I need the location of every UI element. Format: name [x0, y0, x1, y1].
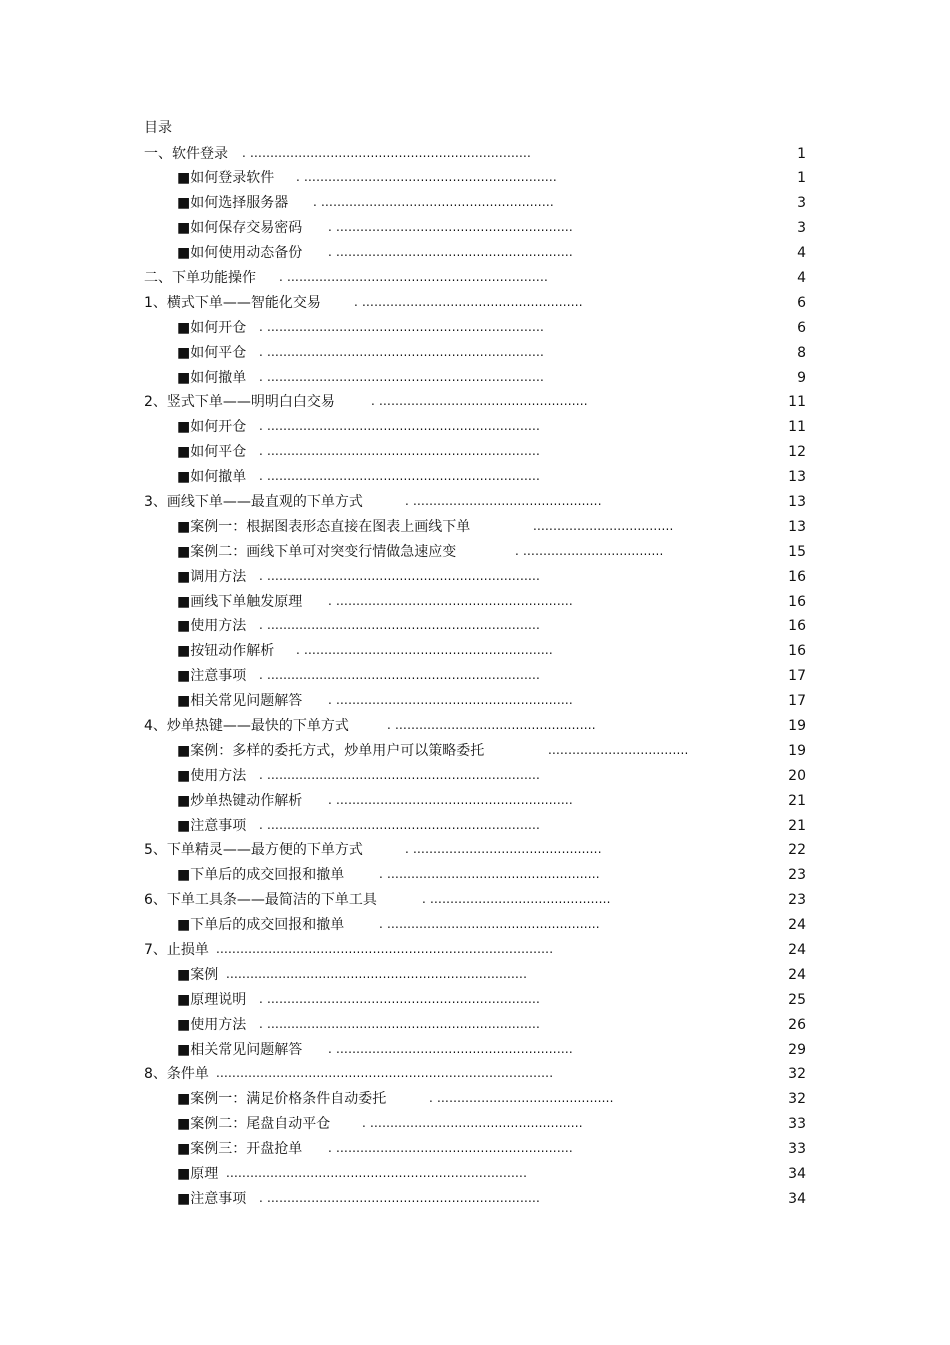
toc-entry[interactable]: [0, 440, 950, 465]
toc-dot-leader: . ....................................................................: [259, 618, 541, 633]
toc-dot-leader: ...........................................................................: [226, 1166, 528, 1181]
toc-entry-label: 2、竖式下单——明明白白交易: [144, 394, 335, 411]
toc-page-number: 1: [797, 170, 806, 187]
toc-entry-label: ■使用方法: [177, 1016, 247, 1033]
toc-entry-label: ■如何平仓: [177, 444, 247, 461]
toc-entry-label: ■案例一：根据图表形态直接在图表上画线下单: [177, 518, 471, 535]
toc-entry[interactable]: [0, 490, 950, 515]
toc-dot-leader: . ....................................................................: [259, 991, 541, 1006]
toc-entry[interactable]: [0, 565, 950, 590]
toc-page-number: 32: [788, 1066, 806, 1083]
toc-entry-label: ■案例三：开盘抢单: [177, 1141, 303, 1158]
toc-page-number: 23: [788, 867, 806, 884]
toc-page-number: 4: [797, 245, 806, 262]
toc-entry-label: ■如何选择服务器: [177, 195, 289, 212]
toc-dot-leader: . .....................................................................: [259, 369, 545, 384]
toc-entry-label: ■注意事项: [177, 817, 247, 834]
toc-entry[interactable]: [0, 888, 950, 913]
toc-page-number: 29: [788, 1041, 806, 1058]
toc-dot-leader: ....................................................................................: [216, 942, 554, 956]
toc-dot-leader: . ...............................................: [405, 493, 602, 508]
toc-entry[interactable]: [0, 988, 950, 1013]
toc-entry[interactable]: [0, 142, 950, 167]
toc-dot-leader: . ....................................................................: [259, 444, 541, 459]
toc-entry-label: 7、止损单: [144, 942, 209, 958]
toc-entry[interactable]: [0, 1062, 950, 1087]
toc-entry-label: ■如何开仓: [177, 319, 247, 336]
toc-page-number: 13: [788, 493, 806, 510]
toc-dot-leader: . .......................................................: [354, 294, 583, 309]
toc-dot-leader: ...................................: [548, 742, 689, 757]
toc-page-number: 16: [788, 643, 806, 660]
toc-entry-label: ■下单后的成交回报和撤单: [177, 867, 345, 884]
toc-page-number: 19: [788, 742, 806, 759]
toc-page-number: 22: [788, 842, 806, 859]
toc-entry[interactable]: [0, 465, 950, 490]
toc-entry[interactable]: [0, 1013, 950, 1038]
toc-entry[interactable]: [0, 1087, 950, 1112]
toc-dot-leader: . ..............................................................: [296, 643, 553, 658]
toc-entry-label: ■如何平仓: [177, 344, 247, 361]
toc-entry[interactable]: [0, 316, 950, 341]
toc-page-number: 1: [797, 145, 806, 162]
toc-page-number: 11: [788, 394, 806, 411]
toc-page-number: 26: [788, 1016, 806, 1033]
toc-entry-label: 6、下单工具条——最简洁的下单工具: [144, 892, 377, 909]
toc-entry-label: 1、横式下单——智能化交易: [144, 294, 321, 311]
toc-dot-leader: . ....................................................................: [259, 469, 541, 484]
toc-entry-label: ■如何撤单: [177, 369, 247, 386]
toc-dot-leader: . ...........................................................: [328, 792, 573, 807]
toc-entry-label: ■原理说明: [177, 991, 247, 1008]
toc-page-number: 16: [788, 593, 806, 610]
toc-entry[interactable]: [0, 664, 950, 689]
toc-dot-leader: . ....................................................................: [259, 419, 541, 434]
toc-dot-leader: . .................................................................: [279, 269, 548, 284]
toc-entry-label: ■案例一：满足价格条件自动委托: [177, 1091, 387, 1108]
toc-entry[interactable]: [0, 390, 950, 415]
toc-entry-label: ■注意事项: [177, 1190, 247, 1207]
toc-dot-leader: . ..................................................: [387, 717, 596, 732]
toc-entry-label: ■如何保存交易密码: [177, 220, 303, 237]
toc-entry-label: ■注意事项: [177, 668, 247, 685]
toc-entry[interactable]: [0, 415, 950, 440]
toc-page-number: 16: [788, 568, 806, 585]
toc-entry-label: ■如何登录软件: [177, 170, 275, 187]
toc-page-number: 24: [788, 942, 806, 958]
toc-page-number: 19: [788, 717, 806, 734]
toc-entry[interactable]: [0, 838, 950, 863]
toc-dot-leader: . ....................................................................: [259, 1016, 541, 1031]
toc-dot-leader: ....................................................................................: [216, 1066, 554, 1081]
toc-entry[interactable]: [0, 789, 950, 814]
toc-entry-label: 二、下单功能操作: [144, 269, 256, 286]
toc-page-number: 21: [788, 792, 806, 809]
toc-dot-leader: . ..........................................................: [313, 195, 554, 210]
toc-entry[interactable]: [0, 291, 950, 316]
toc-entry[interactable]: [0, 540, 950, 565]
toc-dot-leader: ...........................................................................: [226, 966, 528, 981]
toc-entry[interactable]: [0, 266, 950, 291]
toc-page-number: 12: [788, 444, 806, 461]
toc-entry[interactable]: [0, 515, 950, 540]
toc-page-number: 20: [788, 767, 806, 784]
toc-page-number: 34: [788, 1166, 806, 1183]
toc-entry[interactable]: [0, 1187, 950, 1212]
toc-entry-label: ■炒单热键动作解析: [177, 792, 303, 809]
toc-dot-leader: . .....................................................................: [259, 319, 545, 334]
toc-dot-leader: . ...........................................................: [328, 1041, 573, 1056]
toc-page-number: 23: [788, 892, 806, 909]
toc-entry-label: ■按钮动作解析: [177, 643, 275, 660]
toc-page-number: 16: [788, 618, 806, 635]
toc-entry-label: ■画线下单触发原理: [177, 593, 303, 610]
toc-entry[interactable]: [0, 590, 950, 615]
toc-entry-label: ■调用方法: [177, 568, 247, 585]
toc-dot-leader: . ...........................................................: [328, 220, 573, 235]
toc-entry[interactable]: [0, 739, 950, 764]
toc-dot-leader: . .....................................................: [379, 867, 600, 882]
toc-page-number: 24: [788, 917, 806, 934]
toc-entry[interactable]: [0, 241, 950, 266]
toc-entry-label: ■使用方法: [177, 618, 247, 635]
toc-dot-leader: . .....................................................: [379, 917, 600, 932]
toc-entry-label: ■案例二：尾盘自动平仓: [177, 1116, 331, 1133]
toc-entry-label: ■相关常见问题解答: [177, 693, 303, 710]
toc-page-number: 32: [788, 1091, 806, 1108]
toc-dot-leader: . ...............................................: [405, 842, 602, 857]
toc-dot-leader: . ....................................................: [371, 394, 588, 409]
toc-page-number: 17: [788, 693, 806, 710]
toc-entry-label: ■案例: [177, 966, 219, 983]
toc-page-number: 34: [788, 1190, 806, 1207]
toc-dot-leader: . ....................................................................: [259, 817, 541, 832]
toc-entry[interactable]: [0, 614, 950, 639]
toc-page-number: 6: [797, 294, 806, 311]
toc-page-number: 6: [797, 319, 806, 336]
toc-entry-label: 一、软件登录: [144, 145, 228, 162]
toc-page-number: 21: [788, 817, 806, 834]
toc-entry-label: ■原理: [177, 1166, 219, 1183]
toc-entry-label: ■案例：多样的委托方式，炒单用户可以策略委托: [177, 742, 485, 759]
toc-dot-leader: . ....................................................................: [259, 668, 541, 683]
toc-entry-label: ■案例二：画线下单可对突变行情做急速应变: [177, 543, 457, 560]
toc-entry[interactable]: [0, 814, 950, 839]
toc-dot-leader: . ....................................................................: [259, 568, 541, 583]
toc-entry[interactable]: [0, 1112, 950, 1137]
toc-page-number: 15: [788, 543, 806, 560]
toc-entry-label: 4、炒单热键——最快的下单方式: [144, 717, 349, 734]
toc-dot-leader: . ....................................................................: [259, 767, 541, 782]
toc-title: 目录: [144, 120, 172, 136]
toc-dot-leader: . .............................................: [422, 892, 611, 907]
toc-dot-leader: . ....................................................................: [259, 1190, 541, 1205]
toc-entry-label: ■如何开仓: [177, 419, 247, 436]
toc-dot-leader: . ...........................................................: [328, 693, 573, 708]
toc-entry-label: ■相关常见问题解答: [177, 1041, 303, 1058]
toc-dot-leader: . ...................................: [515, 543, 664, 558]
toc-entry-label: ■下单后的成交回报和撤单: [177, 917, 345, 934]
toc-entry[interactable]: [0, 366, 950, 391]
toc-page-number: 4: [797, 269, 806, 286]
toc-entry[interactable]: [0, 963, 950, 988]
toc-entry-label: 3、画线下单——最直观的下单方式: [144, 493, 363, 510]
toc-page-number: 24: [788, 966, 806, 983]
toc-dot-leader: ...................................: [533, 518, 674, 533]
toc-page-number: 25: [788, 991, 806, 1008]
toc-entry[interactable]: [0, 639, 950, 664]
toc-dot-leader: . .....................................................................: [259, 344, 545, 359]
toc-page-number: 3: [797, 220, 806, 237]
toc-page-number: 17: [788, 668, 806, 685]
toc-entry-label: ■如何撤单: [177, 469, 247, 486]
toc-entry[interactable]: [0, 689, 950, 714]
toc-dot-leader: . ...........................................................: [328, 1141, 573, 1156]
toc-page-number: 11: [788, 419, 806, 436]
toc-dot-leader: . ............................................: [429, 1091, 614, 1106]
toc-entry[interactable]: [0, 191, 950, 216]
toc-page-number: 9: [797, 369, 806, 386]
toc-entry[interactable]: [0, 341, 950, 366]
toc-page-number: 33: [788, 1141, 806, 1158]
toc-entry[interactable]: [0, 1162, 950, 1187]
toc-entry[interactable]: [0, 166, 950, 191]
toc-entry[interactable]: [0, 913, 950, 938]
toc-entry[interactable]: [0, 1137, 950, 1162]
toc-page-number: 33: [788, 1116, 806, 1133]
toc-page-number: 13: [788, 518, 806, 535]
toc-dot-leader: . .....................................................: [362, 1116, 583, 1131]
toc-entry[interactable]: [0, 1038, 950, 1063]
toc-entry[interactable]: [0, 216, 950, 241]
toc-page-number: 13: [788, 469, 806, 486]
toc-entry-label: ■使用方法: [177, 767, 247, 784]
toc-dot-leader: . ...............................................................: [296, 170, 557, 185]
toc-page-number: 8: [797, 344, 806, 361]
toc-page-number: 3: [797, 195, 806, 212]
toc-dot-leader: . ...........................................................: [328, 593, 573, 608]
toc-dot-leader: . ......................................................................: [242, 145, 532, 160]
toc-entry[interactable]: [0, 938, 950, 963]
toc-entry-label: 5、下单精灵——最方便的下单方式: [144, 842, 363, 859]
toc-entry[interactable]: [0, 863, 950, 888]
toc-entry[interactable]: [0, 764, 950, 789]
table-of-contents: [0, 142, 950, 1212]
toc-entry-label: ■如何使用动态备份: [177, 245, 303, 262]
toc-dot-leader: . ...........................................................: [328, 245, 573, 260]
toc-entry[interactable]: [0, 714, 950, 739]
toc-entry-label: 8、条件单: [144, 1066, 209, 1083]
